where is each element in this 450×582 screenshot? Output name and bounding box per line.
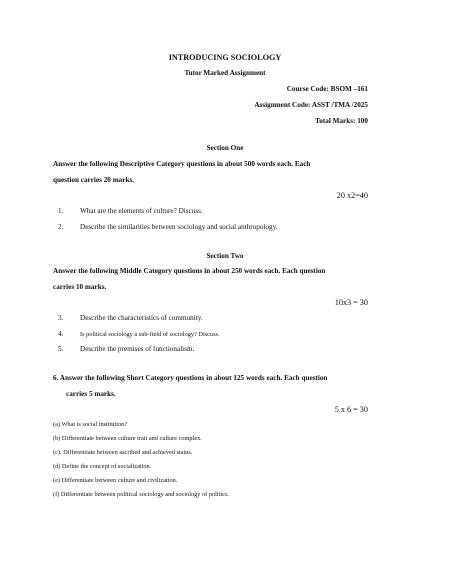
section-three-instruction-line1: 6. Answer the following Short Category questions in about 125 words each. Each question <box>53 374 328 382</box>
question-number: 5. <box>58 345 64 353</box>
assignment-code: Assignment Code: ASST /TMA /2025 <box>254 101 368 109</box>
short-question: (c). Differentiate between ascribed and achieved status. <box>53 449 193 456</box>
course-code: Course Code: BSOM –161 <box>286 85 368 93</box>
question-text: Is political sociology a sub-field of sociology? Discuss. <box>80 331 220 338</box>
section-one-instruction-line2: question carries 20 marks. <box>53 176 135 184</box>
document-title: INTRODUCING SOCIOLOGY <box>168 53 282 62</box>
section-two-heading: Section Two <box>206 252 244 260</box>
section-three-instruction-line2: carries 5 marks. <box>66 390 116 398</box>
question-number: 1. <box>58 207 64 215</box>
short-question: (d) Define the concept of socialization. <box>53 463 152 470</box>
total-marks: Total Marks: 100 <box>315 117 368 125</box>
section-one-instruction-line1: Answer the following Descriptive Category questions in about 500 words each. Each <box>53 160 311 168</box>
short-question: (f) Differentiate between political sociology and sociology of politics. <box>53 491 229 498</box>
short-question: (a) What is social institution? <box>53 421 128 428</box>
question-text: What are the elements of culture? Discuss. <box>80 207 203 215</box>
question-number: 4. <box>58 330 64 338</box>
question-text: Describe the premises of functionalism. <box>80 345 195 353</box>
question-number: 3. <box>58 314 64 322</box>
document-subtitle: Tutor Marked Assignment <box>184 69 266 77</box>
section-two-instruction-line1: Answer the following Middle Category questions in about 250 words each. Each question <box>53 267 326 275</box>
section-two-marks: 10x3 = 30 <box>334 298 368 307</box>
question-number: 2. <box>58 223 64 231</box>
short-question: (e) Differentiate between culture and civilization. <box>53 477 178 484</box>
question-text: Describe the similarities between sociology and social anthropology. <box>80 223 278 231</box>
section-one-marks: 20 x2=40 <box>336 191 368 200</box>
section-two-instruction-line2: carries 10 marks. <box>53 283 107 291</box>
short-question: (b) Differentiate between culture trait and culture complex. <box>53 435 202 442</box>
question-text: Describe the characteristics of community. <box>80 314 203 322</box>
section-one-heading: Section One <box>206 144 244 152</box>
section-three-marks: 5 x 6 = 30 <box>334 405 368 414</box>
